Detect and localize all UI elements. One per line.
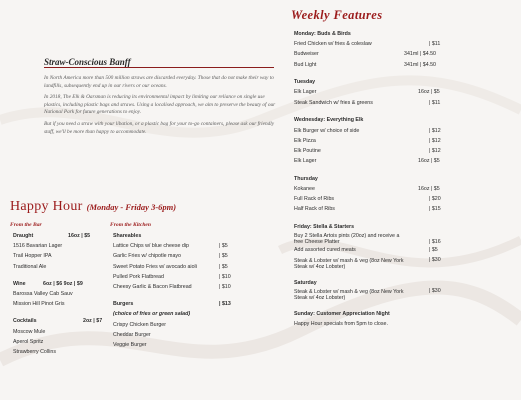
item-price: | $10 xyxy=(219,283,231,290)
list-item xyxy=(294,126,454,136)
list-item xyxy=(294,39,454,49)
item-name: Pulled Pork Flatbread xyxy=(113,273,164,280)
straw-paragraph: In North America more than 500 million straws are discarded everyday. Those that do not make their way to landfills, subsequently end up in our rivers or our oceans. xyxy=(44,75,274,89)
list-item xyxy=(294,60,454,70)
from-kitchen-heading: From the Kitchen xyxy=(110,222,152,228)
list-item: Barossa Valley Cab Sauv xyxy=(13,290,73,297)
straw-section-body xyxy=(44,75,276,140)
item-name: Garlic Fries w/ chipotle mayo xyxy=(113,253,181,260)
item-price: | $5 xyxy=(219,253,228,260)
item-name: Steak Sandwich w/ fries & greens xyxy=(294,99,373,106)
item-price: | $16 xyxy=(429,239,441,246)
list-item xyxy=(294,184,454,194)
item-price: 341ml | $4.50 xyxy=(404,51,437,58)
item-price: | $30 xyxy=(429,288,441,295)
list-item xyxy=(113,282,238,292)
weekly-features-list xyxy=(294,29,454,329)
item-price: 16oz | $5 xyxy=(418,89,440,96)
day-heading: Sunday: Customer Appreciation Night xyxy=(294,310,390,317)
item-name: Steak & Lobster w/ mash & veg (8oz New York Steak w/ 4oz Lobster) xyxy=(294,257,404,271)
item-name: Buy 2 Stella Artois pints (20oz) and receive a free Cheese Platter xyxy=(294,232,400,246)
bar-list xyxy=(13,231,105,357)
list-item: 1516 Bavarian Lager xyxy=(13,243,63,250)
item-price: | $15 xyxy=(429,206,441,213)
draught-price: 16oz | $5 xyxy=(68,233,91,239)
list-item: Strawberry Collins xyxy=(13,348,56,355)
item-price: 16oz | $5 xyxy=(418,185,440,192)
item-name: Elk Poutine xyxy=(294,147,321,154)
item-name: Bud Light xyxy=(294,61,317,68)
from-bar-heading: From the Bar xyxy=(10,222,42,228)
day-heading: Wednesday: Everything Elk xyxy=(294,117,364,124)
burgers-label: Burgers xyxy=(113,301,134,308)
list-item xyxy=(113,251,238,261)
list-item: Aperol Spritz xyxy=(13,338,44,345)
item-name: Lattice Chips w/ blue cheese dip xyxy=(113,243,189,250)
list-item: Cheddar Burger xyxy=(113,331,151,338)
list-item: Veggie Burger xyxy=(113,341,147,348)
happy-hour-heading xyxy=(10,197,176,215)
wine-label: Wine xyxy=(13,280,26,287)
list-item: Crispy Chicken Burger xyxy=(113,321,166,328)
list-item xyxy=(294,245,454,255)
straw-paragraph: In 2018, The Elk & Oarsman is reducing its environmental impact by limiting our reliance on single use plastics, including plastic bags and straws. Using a localised approach, we aim to preserve the beauty of our National Park for future generations to enjoy. xyxy=(44,94,276,116)
item-name: Half Rack of Ribs xyxy=(294,206,335,213)
list-item xyxy=(113,241,238,251)
list-item xyxy=(113,272,238,282)
list-item: Moscow Mule xyxy=(13,328,46,335)
item-price: | $5 xyxy=(219,263,228,270)
burgers-price: | $13 xyxy=(219,301,231,308)
item-price: | $5 xyxy=(219,243,228,250)
list-item xyxy=(294,98,454,108)
item-name: Elk Lager xyxy=(294,89,317,96)
list-item xyxy=(294,257,454,270)
day-heading: Tuesday xyxy=(294,79,316,86)
item-name: Budweiser xyxy=(294,51,319,58)
straw-paragraph: But if you need a straw with your libation, or a plastic bag for your to-go containers, please ask our friendly staff, we'll be more than happy to accommodate. xyxy=(44,120,275,135)
item-price: | $30 xyxy=(429,257,441,264)
list-item xyxy=(294,194,454,204)
item-name: Elk Pizza xyxy=(294,137,316,144)
list-item xyxy=(294,204,454,214)
weekly-features-title: Weekly Features xyxy=(291,8,383,22)
item-price: | $11 xyxy=(429,41,441,48)
item-name: Fried Chicken w/ fries & coleslaw xyxy=(294,41,372,48)
happy-hour-subtitle: (Monday - Friday 3-6pm) xyxy=(86,202,177,212)
item-name: Cheesy Garlic & Bacon Flatbread xyxy=(113,283,192,290)
burgers-note: (choice of fries or green salad) xyxy=(113,311,191,318)
draught-label: Draught xyxy=(13,233,34,239)
list-item xyxy=(294,136,454,146)
item-price: | $12 xyxy=(429,137,441,144)
shareables-label: Shareables xyxy=(113,233,142,239)
day-heading: Friday: Stella & Starters xyxy=(294,224,355,230)
item-price: | $20 xyxy=(429,196,441,203)
list-item xyxy=(294,319,454,329)
item-price: | $12 xyxy=(429,147,441,154)
list-item: Mission Hill Pinot Gris xyxy=(13,301,65,308)
straw-section-divider xyxy=(44,67,274,68)
day-heading: Thursday xyxy=(294,175,318,182)
day-heading: Monday: Buds & Birds xyxy=(294,31,351,37)
list-item xyxy=(294,288,454,301)
list-item xyxy=(294,49,454,59)
item-name: Full Rack of Ribs xyxy=(294,196,335,203)
item-price: | $12 xyxy=(429,127,441,134)
item-name: Kokanee xyxy=(294,185,315,192)
item-price: 16oz | $5 xyxy=(418,158,440,165)
kitchen-list xyxy=(113,231,238,350)
cocktails-label: Cocktails xyxy=(13,318,37,325)
cocktails-price: 2oz | $7 xyxy=(83,318,103,325)
item-name: Elk Lager xyxy=(294,158,317,165)
list-item xyxy=(113,262,238,272)
happy-hour-title: Happy Hour xyxy=(10,199,83,214)
item-name: Elk Burger w/ choice of side xyxy=(294,127,360,134)
item-name: Sweet Potato Fries w/ avocado aioli xyxy=(113,263,197,270)
list-item xyxy=(294,146,454,156)
item-price: | $10 xyxy=(219,273,231,280)
list-item xyxy=(294,156,454,166)
list-item xyxy=(294,87,454,97)
list-item: Trail Hopper IPA xyxy=(13,253,52,260)
day-heading: Saturday xyxy=(294,279,317,286)
item-name: Happy Hour specials from 5pm to close. xyxy=(294,320,388,327)
item-name: Add assorted cured meats xyxy=(294,247,356,254)
straw-section-title: Straw-Conscious Banff xyxy=(44,57,131,67)
draught-row xyxy=(13,231,105,241)
item-price: 341ml | $4.50 xyxy=(404,61,437,68)
wine-row xyxy=(13,279,105,289)
list-item: Traditional Ale xyxy=(13,263,47,270)
item-price: | $5 xyxy=(429,247,438,254)
item-price: | $11 xyxy=(429,99,441,106)
cocktails-row xyxy=(13,316,105,326)
burgers-row xyxy=(113,299,238,309)
wine-price: 6oz | $6 9oz | $9 xyxy=(43,280,83,287)
item-name: Steak & Lobster w/ mash & veg (8oz New York Steak w/ 4oz Lobster) xyxy=(294,288,404,301)
list-item xyxy=(294,232,454,245)
